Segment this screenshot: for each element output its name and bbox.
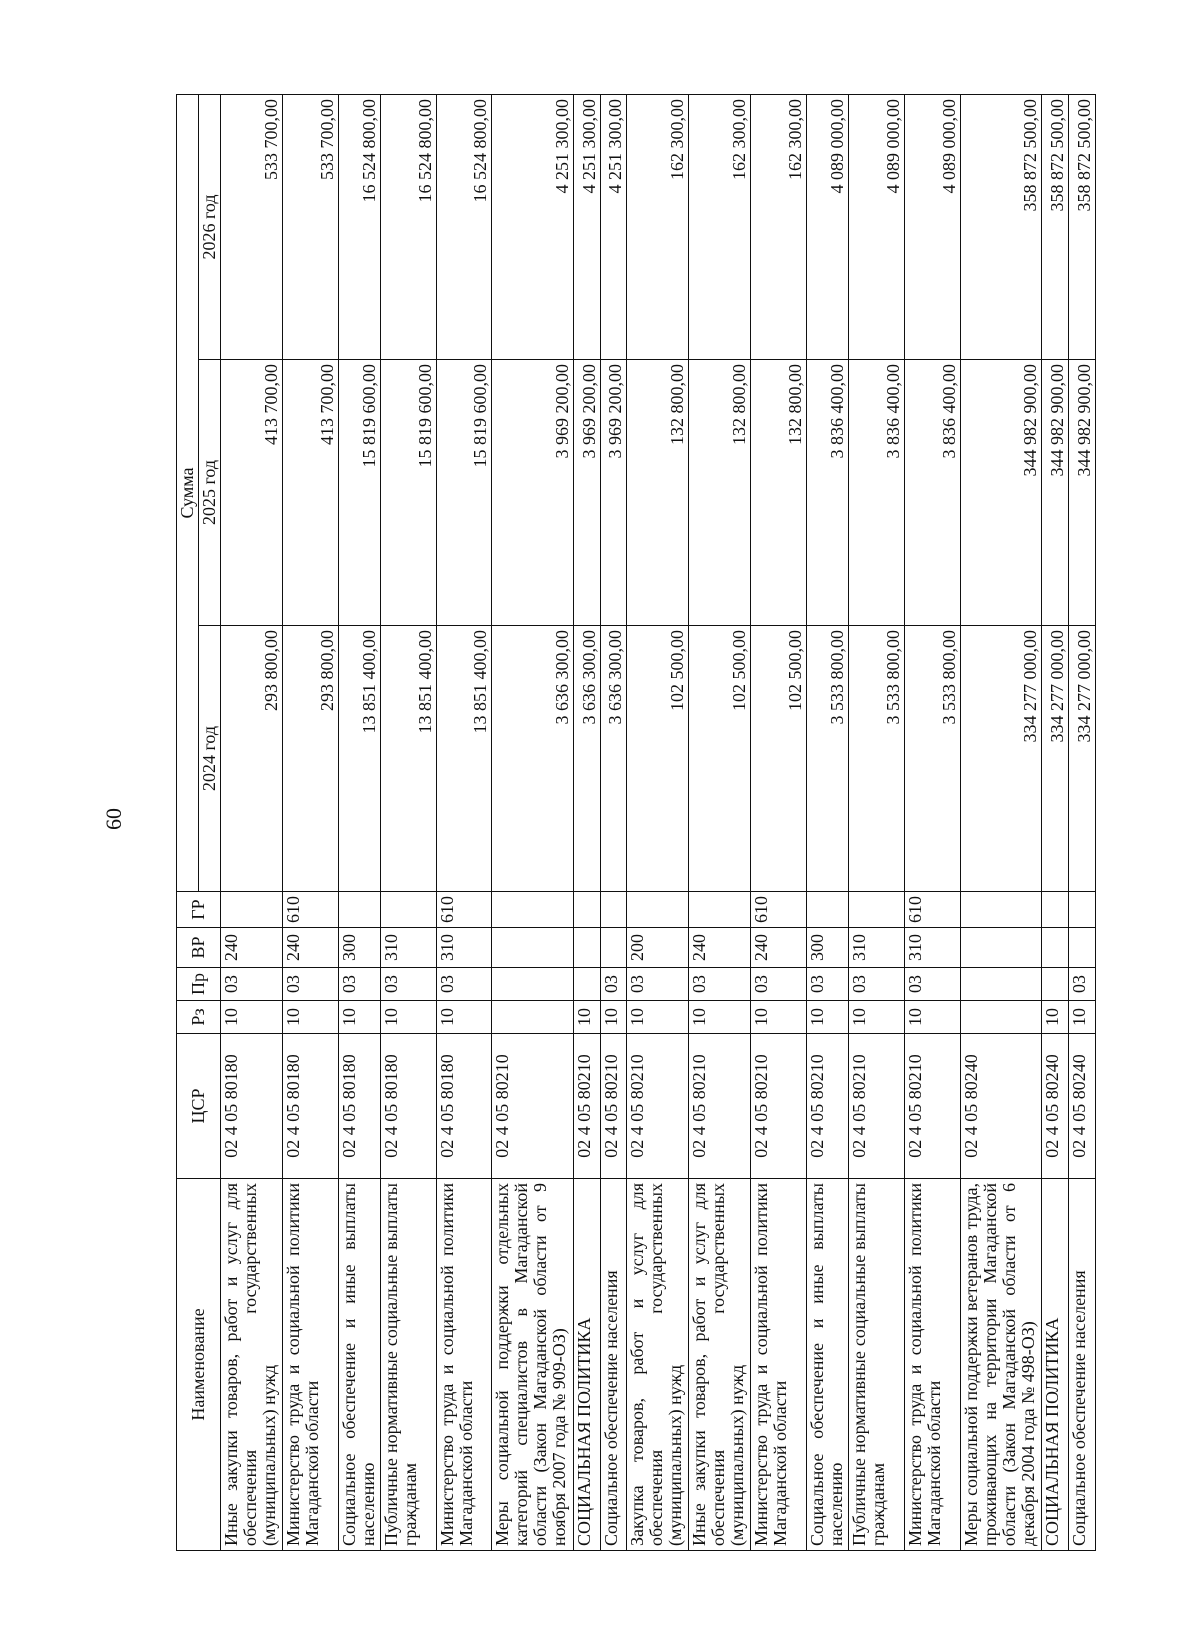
row-csr: 02 4 05 80210: [627, 1034, 689, 1179]
row-sum-2024: 3 533 800,00: [905, 626, 961, 892]
header-rz: Рз: [177, 1001, 221, 1034]
row-csr: 02 4 05 80210: [600, 1034, 627, 1179]
row-pr: 03: [1069, 968, 1096, 1001]
row-name: Иные закупки товаров, работ и услуг для обеспечения государственных (муниципальных) нужд: [221, 1179, 283, 1551]
row-sum-2025: 3 836 400,00: [849, 360, 905, 626]
row-sum-2025: 413 700,00: [221, 360, 283, 626]
row-vr: 240: [221, 928, 283, 968]
row-gr: [221, 892, 283, 928]
row-pr: [960, 968, 1042, 1001]
row-sum-2024: 13 851 400,00: [380, 626, 436, 892]
row-gr: [600, 892, 627, 928]
budget-table: [176, 94, 1096, 1551]
table-row: [751, 94, 807, 1550]
row-sum-2026: 16 524 800,00: [338, 94, 380, 359]
row-csr: 02 4 05 80180: [436, 1034, 492, 1179]
table-row: [282, 94, 338, 1550]
row-name: Меры социальной поддержки ветеранов труда, проживающих на территории Магаданской области (Закон Магаданской области от 6 декабря 2004 года № 498-ОЗ): [960, 1179, 1042, 1551]
table-row: [689, 94, 751, 1550]
row-gr: 610: [282, 892, 338, 928]
row-rz: 10: [573, 1001, 600, 1034]
header-year-2026: 2026 год: [199, 94, 221, 359]
row-name: Министерство труда и социальной политики Магаданской области: [436, 1179, 492, 1551]
row-vr: 200: [627, 928, 689, 968]
row-gr: [960, 892, 1042, 928]
row-name: Социальное обеспечение населения: [1069, 1179, 1096, 1551]
row-sum-2025: 132 800,00: [689, 360, 751, 626]
row-vr: [1069, 928, 1096, 968]
row-gr: [573, 892, 600, 928]
row-rz: 10: [380, 1001, 436, 1034]
row-rz: 10: [627, 1001, 689, 1034]
row-sum-2025: 3 969 200,00: [600, 360, 627, 626]
row-csr: 02 4 05 80240: [1069, 1034, 1096, 1179]
header-sum: Сумма: [177, 94, 199, 891]
row-gr: 610: [436, 892, 492, 928]
row-sum-2026: 4 089 000,00: [807, 94, 849, 359]
row-pr: [1042, 968, 1069, 1001]
row-sum-2025: 15 819 600,00: [436, 360, 492, 626]
row-pr: 03: [689, 968, 751, 1001]
row-vr: [492, 928, 574, 968]
row-name: Министерство труда и социальной политики Магаданской области: [282, 1179, 338, 1551]
row-sum-2024: 3 533 800,00: [849, 626, 905, 892]
row-gr: [338, 892, 380, 928]
row-rz: 10: [1042, 1001, 1069, 1034]
row-sum-2025: 15 819 600,00: [380, 360, 436, 626]
row-name: СОЦИАЛЬНАЯ ПОЛИТИКА: [1042, 1179, 1069, 1551]
row-vr: [1042, 928, 1069, 968]
row-vr: 310: [905, 928, 961, 968]
row-sum-2024: 3 636 300,00: [573, 626, 600, 892]
header-year-2025: 2025 год: [199, 360, 221, 626]
header-name: Наименование: [177, 1179, 221, 1551]
row-csr: 02 4 05 80210: [807, 1034, 849, 1179]
row-sum-2026: 358 872 500,00: [960, 94, 1042, 359]
table-row: [573, 94, 600, 1550]
row-pr: 03: [807, 968, 849, 1001]
header-csr: ЦСР: [177, 1034, 221, 1179]
row-csr: 02 4 05 80210: [849, 1034, 905, 1179]
row-name: Закупка товаров, работ и услуг для обеспечения государственных (муниципальных) нужд: [627, 1179, 689, 1551]
row-rz: 10: [338, 1001, 380, 1034]
row-sum-2025: 344 982 900,00: [1042, 360, 1069, 626]
row-rz: 10: [905, 1001, 961, 1034]
row-sum-2024: 102 500,00: [751, 626, 807, 892]
row-vr: [960, 928, 1042, 968]
row-csr: 02 4 05 80210: [689, 1034, 751, 1179]
row-name: Министерство труда и социальной политики Магаданской области: [905, 1179, 961, 1551]
table-row: [1069, 94, 1096, 1550]
row-sum-2025: 3 969 200,00: [573, 360, 600, 626]
row-sum-2024: 13 851 400,00: [436, 626, 492, 892]
row-gr: [689, 892, 751, 928]
table-body: [221, 94, 1096, 1550]
row-sum-2025: 132 800,00: [751, 360, 807, 626]
row-sum-2024: 334 277 000,00: [1042, 626, 1069, 892]
table-row: [849, 94, 905, 1550]
row-sum-2024: 293 800,00: [221, 626, 283, 892]
row-sum-2024: 3 636 300,00: [492, 626, 574, 892]
row-pr: 03: [905, 968, 961, 1001]
row-rz: 10: [1069, 1001, 1096, 1034]
row-pr: 03: [282, 968, 338, 1001]
row-sum-2024: 3 636 300,00: [600, 626, 627, 892]
row-sum-2025: 3 836 400,00: [807, 360, 849, 626]
row-name: Социальное обеспечение и иные выплаты населению: [807, 1179, 849, 1551]
row-pr: [492, 968, 574, 1001]
row-sum-2026: 4 251 300,00: [600, 94, 627, 359]
row-gr: [1069, 892, 1096, 928]
row-sum-2024: 293 800,00: [282, 626, 338, 892]
row-name: Иные закупки товаров, работ и услуг для обеспечения государственных (муниципальных) нужд: [689, 1179, 751, 1551]
header-year-2024: 2024 год: [199, 626, 221, 892]
row-pr: 03: [436, 968, 492, 1001]
row-name: Публичные нормативные социальные выплаты гражданам: [380, 1179, 436, 1551]
row-csr: 02 4 05 80210: [492, 1034, 574, 1179]
row-gr: [627, 892, 689, 928]
row-rz: 10: [751, 1001, 807, 1034]
row-sum-2026: 4 251 300,00: [492, 94, 574, 359]
row-vr: 300: [338, 928, 380, 968]
table-row: [600, 94, 627, 1550]
row-csr: 02 4 05 80180: [338, 1034, 380, 1179]
row-csr: 02 4 05 80210: [751, 1034, 807, 1179]
table-row: [960, 94, 1042, 1550]
row-sum-2026: 358 872 500,00: [1042, 94, 1069, 359]
row-vr: 240: [282, 928, 338, 968]
row-name: Публичные нормативные социальные выплаты гражданам: [849, 1179, 905, 1551]
row-csr: 02 4 05 80210: [905, 1034, 961, 1179]
row-gr: 610: [905, 892, 961, 928]
row-sum-2026: 533 700,00: [282, 94, 338, 359]
row-sum-2024: 334 277 000,00: [960, 626, 1042, 892]
row-gr: [849, 892, 905, 928]
table-row: [338, 94, 380, 1550]
row-csr: 02 4 05 80180: [221, 1034, 283, 1179]
row-vr: [600, 928, 627, 968]
row-name: Министерство труда и социальной политики Магаданской области: [751, 1179, 807, 1551]
table-row: [492, 94, 574, 1550]
row-gr: [380, 892, 436, 928]
row-pr: 03: [600, 968, 627, 1001]
row-csr: 02 4 05 80180: [282, 1034, 338, 1179]
table-row: [436, 94, 492, 1550]
row-vr: [573, 928, 600, 968]
row-sum-2024: 102 500,00: [627, 626, 689, 892]
table-row: [807, 94, 849, 1550]
row-rz: 10: [282, 1001, 338, 1034]
row-rz: 10: [689, 1001, 751, 1034]
row-sum-2024: 3 533 800,00: [807, 626, 849, 892]
table-row: [1042, 94, 1069, 1550]
row-csr: 02 4 05 80240: [960, 1034, 1042, 1179]
row-vr: 310: [380, 928, 436, 968]
row-sum-2026: 162 300,00: [689, 94, 751, 359]
row-name: Социальное обеспечение и иные выплаты населению: [338, 1179, 380, 1551]
row-rz: 10: [221, 1001, 283, 1034]
row-rz: 10: [849, 1001, 905, 1034]
row-sum-2026: 16 524 800,00: [380, 94, 436, 359]
row-pr: [573, 968, 600, 1001]
table-row: [380, 94, 436, 1550]
page-number: 60: [101, 808, 126, 830]
row-csr: 02 4 05 80180: [380, 1034, 436, 1179]
row-pr: 03: [849, 968, 905, 1001]
row-sum-2025: 413 700,00: [282, 360, 338, 626]
row-pr: 03: [338, 968, 380, 1001]
row-rz: [960, 1001, 1042, 1034]
row-pr: 03: [380, 968, 436, 1001]
row-sum-2026: 162 300,00: [751, 94, 807, 359]
row-name: Меры социальной поддержки отдельных категорий специалистов в Магаданской области (Закон Магаданской области от 9 ноября 2007 года № 909-ОЗ): [492, 1179, 574, 1551]
row-sum-2025: 3 969 200,00: [492, 360, 574, 626]
row-sum-2026: 16 524 800,00: [436, 94, 492, 359]
header-gr: ГР: [177, 892, 221, 928]
row-sum-2026: 4 089 000,00: [905, 94, 961, 359]
row-rz: 10: [807, 1001, 849, 1034]
row-pr: 03: [627, 968, 689, 1001]
row-vr: 310: [436, 928, 492, 968]
table-header: [177, 94, 221, 1550]
budget-table-container: [176, 95, 1096, 1551]
table-row: [627, 94, 689, 1550]
row-name: Социальное обеспечение населения: [600, 1179, 627, 1551]
row-csr: 02 4 05 80210: [573, 1034, 600, 1179]
row-pr: 03: [221, 968, 283, 1001]
row-vr: 310: [849, 928, 905, 968]
row-sum-2025: 344 982 900,00: [1069, 360, 1096, 626]
row-sum-2024: 334 277 000,00: [1069, 626, 1096, 892]
row-vr: 300: [807, 928, 849, 968]
row-vr: 240: [751, 928, 807, 968]
row-rz: 10: [600, 1001, 627, 1034]
row-sum-2024: 102 500,00: [689, 626, 751, 892]
row-gr: [807, 892, 849, 928]
row-sum-2026: 162 300,00: [627, 94, 689, 359]
row-sum-2026: 358 872 500,00: [1069, 94, 1096, 359]
table-row: [905, 94, 961, 1550]
row-vr: 240: [689, 928, 751, 968]
row-rz: [492, 1001, 574, 1034]
row-pr: 03: [751, 968, 807, 1001]
row-gr: [1042, 892, 1069, 928]
row-sum-2026: 4 089 000,00: [849, 94, 905, 359]
row-sum-2025: 15 819 600,00: [338, 360, 380, 626]
header-pr: Пр: [177, 968, 221, 1001]
header-vr: ВР: [177, 928, 221, 968]
row-sum-2026: 4 251 300,00: [573, 94, 600, 359]
row-sum-2026: 533 700,00: [221, 94, 283, 359]
row-sum-2024: 13 851 400,00: [338, 626, 380, 892]
row-gr: [492, 892, 574, 928]
row-csr: 02 4 05 80240: [1042, 1034, 1069, 1179]
row-name: СОЦИАЛЬНАЯ ПОЛИТИКА: [573, 1179, 600, 1551]
row-rz: 10: [436, 1001, 492, 1034]
row-sum-2025: 3 836 400,00: [905, 360, 961, 626]
row-sum-2025: 132 800,00: [627, 360, 689, 626]
table-row: [221, 94, 283, 1550]
row-gr: 610: [751, 892, 807, 928]
row-sum-2025: 344 982 900,00: [960, 360, 1042, 626]
